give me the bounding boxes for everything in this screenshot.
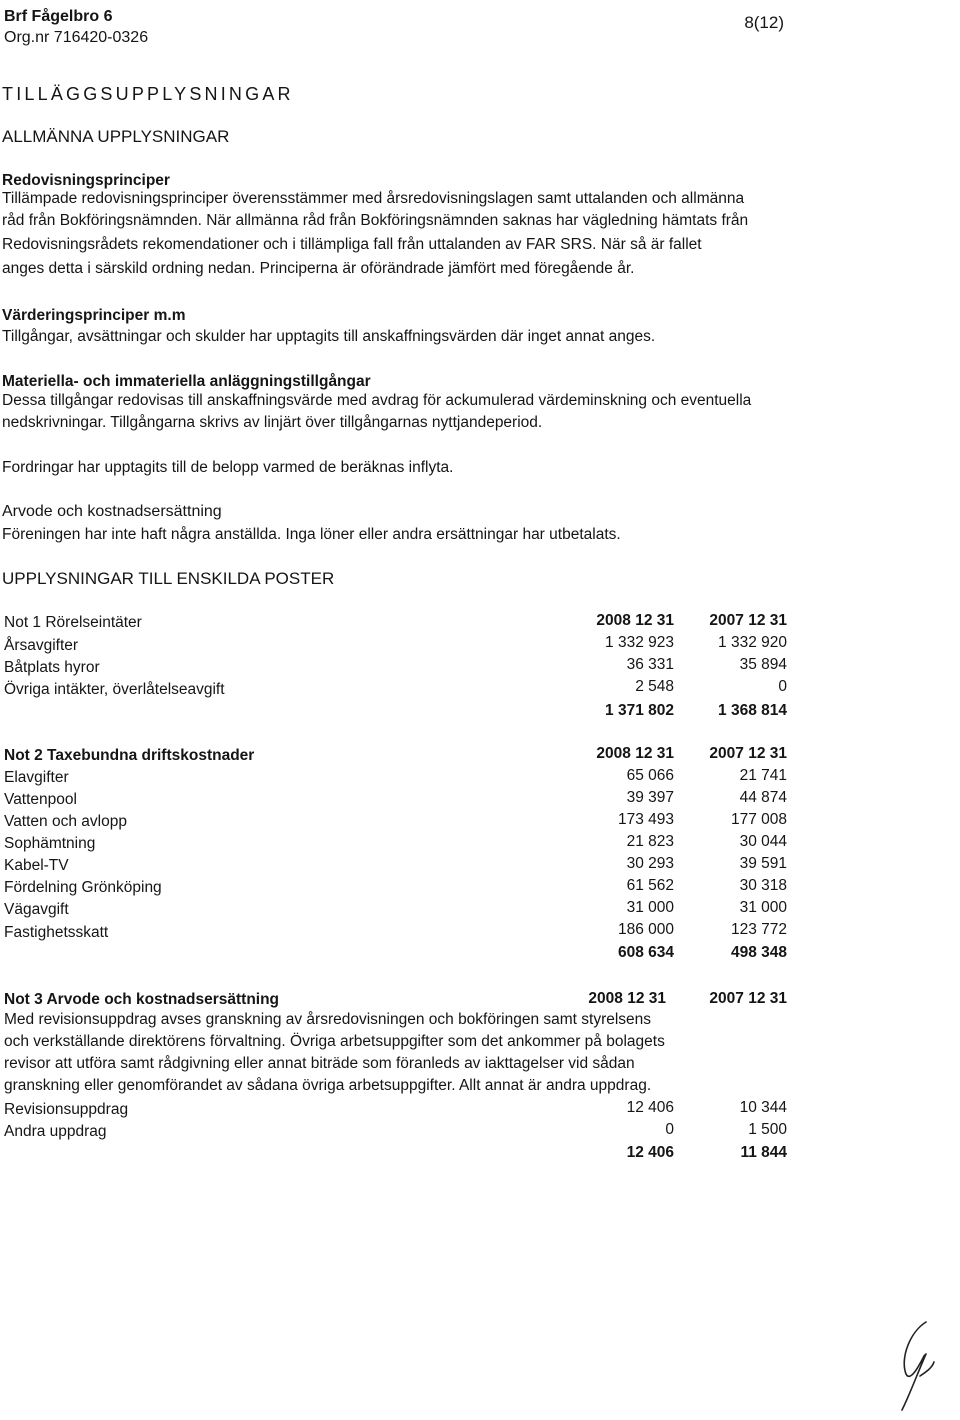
note2-row-label: Sophämtning [4,835,96,852]
note3-total-2007: 11 844 [740,1144,787,1161]
heading-materiella-tillgangar: Materiella- och immateriella anläggningstillgångar [2,373,371,390]
note3-title: Not 3 Arvode och kostnadsersättning [4,991,280,1008]
page-number: 8(12) [744,13,784,32]
paragraph-line: anges detta i särskild ordning nedan. Principerna är oförändrade jämfört med föregående år. [2,260,635,277]
note3-col-2008: 2008 12 31 [588,990,666,1007]
heading-redovisningsprinciper: Redovisningsprinciper [2,172,170,189]
heading-varderingsprinciper: Värderingsprinciper m.m [2,307,186,324]
note3-row-label: Revisionsuppdrag [4,1101,129,1118]
note2-row-value-2008: 65 066 [626,767,674,784]
paragraph-materiella-tillgangar [2,390,751,434]
note2-row-value-2008: 173 493 [617,811,674,828]
note2-row-value-2008: 21 823 [626,833,674,850]
note2-row-label: Vattenpool [4,791,77,808]
org-number: Org.nr 716420-0326 [4,29,149,46]
paragraph-line: Tillämpade redovisningsprinciper överensstämmer med årsredovisningslagen samt uttalanden och allmänna [2,190,745,207]
note2-total-2007: 498 348 [730,944,787,961]
note2-row-label: Elavgifter [4,769,69,786]
note2-row-value-2007: 39 591 [739,855,787,872]
note1-row-value-2007: 0 [778,678,787,695]
section-heading-general: ALLMÄNNA UPPLYSNINGAR [2,127,230,146]
note2-col-2008: 2008 12 31 [596,745,674,762]
note2-row-label: Vatten och avlopp [4,813,127,830]
note3-col-2007: 2007 12 31 [709,990,787,1007]
section-heading-posts: UPPLYSNINGAR TILL ENSKILDA POSTER [2,569,335,588]
note3-row-label: Andra uppdrag [4,1123,107,1140]
paragraph-line: råd från Bokföringsnämnden. När allmänna råd från Bokföringsnämnden saknas har vägledning hämtats från [2,212,749,229]
note1-col-2008: 2008 12 31 [596,612,674,629]
page-title: TILLÄGGSUPPLYSNINGAR [2,84,294,104]
note1-row-value-2008: 2 548 [635,678,674,695]
note2-row-value-2007: 21 741 [739,767,787,784]
note2-row-value-2007: 44 874 [739,789,787,806]
note2-row-value-2007: 31 000 [739,899,787,916]
note2-row-label: Fördelning Grönköping [4,879,162,896]
note2-row-label: Fastighetsskatt [4,924,109,941]
note2-row-value-2008: 61 562 [626,877,674,894]
handwritten-signature [896,1318,936,1413]
note1-row-value-2008: 36 331 [626,656,674,673]
note2-row-label: Kabel-TV [4,857,69,874]
paragraph-varderingsprinciper: Tillgångar, avsättningar och skulder har upptagits till anskaffningsvärden där inget annat anges. [2,328,656,345]
note2-row-value-2008: 39 397 [626,789,674,806]
note3-total-2008: 12 406 [626,1144,674,1161]
note1-title: Not 1 Rörelseintäter [4,614,142,631]
paragraph-redovisningsprinciper [2,188,748,280]
note2-title: Not 2 Taxebundna driftskostnader [4,747,255,764]
note3-row-value-2007: 1 500 [748,1121,787,1138]
paragraph-fordringar: Fordringar har upptagits till de belopp varmed de beräknas inflyta. [2,459,454,476]
paragraph-line: nedskrivningar. Tillgångarna skrivs av linjärt över tillgångarnas nyttjandeperiod. [2,414,543,431]
paragraph-arvode: Föreningen har inte haft några anställda. Inga löner eller andra ersättningar har utbetalats. [2,526,621,543]
heading-arvode: Arvode och kostnadsersättning [2,503,222,520]
note1-row-value-2008: 1 332 923 [605,634,674,651]
note3-row-value-2007: 10 344 [739,1099,787,1116]
paragraph-note3 [4,1009,665,1097]
note3-row-value-2008: 12 406 [626,1099,674,1116]
note2-total-2008: 608 634 [617,944,674,961]
company-name: Brf Fågelbro 6 [4,8,113,25]
note2-row-label: Vägavgift [4,901,69,918]
note2-row-value-2007: 123 772 [730,921,787,938]
paragraph-line: revisor att utföra samt rådgivning eller annat biträde som föranleds av iakttagelser vid sådan [4,1055,635,1072]
paragraph-line: Dessa tillgångar redovisas till anskaffningsvärde med avdrag för ackumulerad värdeminskning och eventuella [2,392,752,409]
note1-row-label: Övriga intäkter, överlåtelseavgift [4,681,225,698]
paragraph-line: granskning eller genomförandet av sådana övriga arbetsuppgifter. Allt annat är andra uppdrag. [4,1077,652,1094]
note1-row-label: Båtplats hyror [4,659,100,676]
note1-total-2007: 1 368 814 [718,702,787,719]
note3-row-value-2008: 0 [665,1121,674,1138]
note2-row-value-2008: 186 000 [617,921,674,938]
note1-total-2008: 1 371 802 [605,702,674,719]
note1-row-value-2007: 1 332 920 [718,634,787,651]
paragraph-line: Redovisningsrådets rekomendationer och i tillämpliga fall från uttalanden av FAR SRS. När så är fallet [2,236,702,253]
note2-row-value-2007: 30 318 [739,877,787,894]
note1-row-label: Årsavgifter [4,637,79,654]
note2-row-value-2008: 31 000 [626,899,674,916]
paragraph-line: och verkställande direktörens förvaltning. Övriga arbetsuppgifter som det ankommer på bolagets [4,1033,665,1050]
note1-row-value-2007: 35 894 [739,656,787,673]
note2-row-value-2007: 177 008 [730,811,787,828]
note2-col-2007: 2007 12 31 [709,745,787,762]
paragraph-line: Med revisionsuppdrag avses granskning av årsredovisningen och bokföringen samt styrelsens [4,1011,652,1028]
note1-col-2007: 2007 12 31 [709,612,787,629]
note2-row-value-2007: 30 044 [739,833,787,850]
note2-row-value-2008: 30 293 [626,855,674,872]
